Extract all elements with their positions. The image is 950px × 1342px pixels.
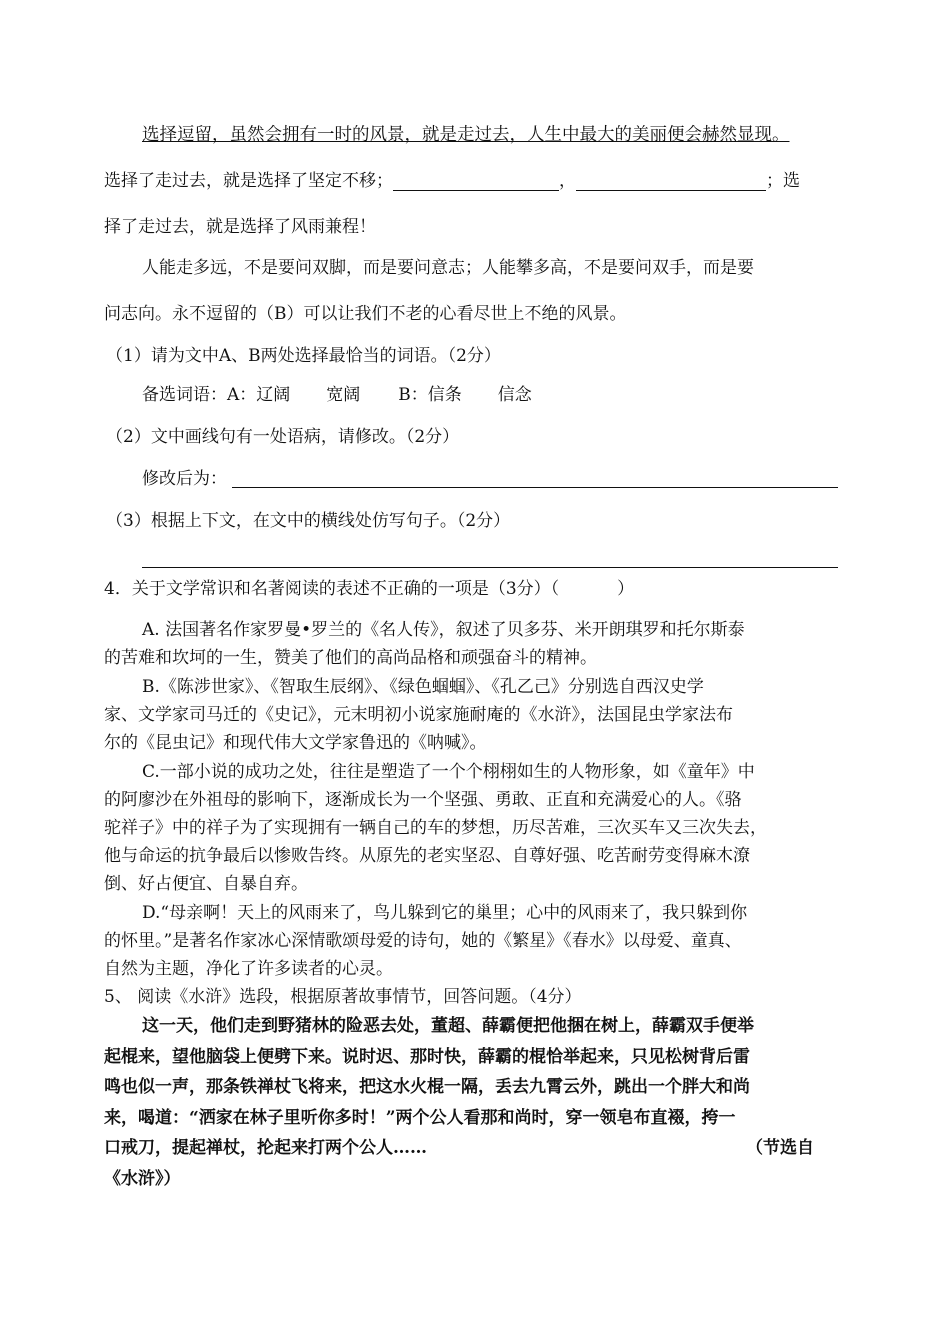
imitation-blank-2[interactable] (576, 172, 766, 191)
text-segment: ；选 (766, 171, 800, 191)
imitation-blank-1[interactable] (393, 172, 559, 191)
option-a2: 宽阔 (326, 385, 361, 405)
excerpt-source: （节选自 (746, 1138, 814, 1158)
bracket-close: ） (617, 579, 635, 599)
excerpt-line: 鸣也似一声，那条铁禅杖飞将来，把这水火棍一隔，丢去九霄云外，跳出一个胖大和尚 (104, 1077, 750, 1097)
paragraph-line: 择了走过去，就是选择了风雨兼程！ (104, 217, 376, 237)
option-c-line: 的阿廖沙在外祖母的影响下，逐渐成长为一个坚强、勇敢、正直和充满爱心的人。《骆 (104, 790, 742, 810)
question-4-text: 4．关于文学常识和名著阅读的表述不正确的一项是（3分）（ (104, 579, 560, 599)
option-a-line: A. 法国著名作家罗曼•罗兰的《名人传》，叙述了贝多芬、米开朗琪罗和托尔斯泰 (142, 620, 745, 640)
option-a1: 备选词语：A：辽阔 (142, 385, 291, 405)
option-c-line: C.一部小说的成功之处，往往是塑造了一个个栩栩如生的人物形象，如《童年》中 (142, 762, 755, 782)
sub-question-2: （2）文中画线句有一处语病，请修改。（2分） (106, 427, 460, 447)
option-b1: B：信条 (398, 385, 462, 405)
revise-label: 修改后为： (142, 469, 227, 489)
answer-bracket-blank[interactable] (559, 581, 617, 599)
revise-answer-line[interactable] (232, 487, 838, 488)
paragraph-line (104, 171, 800, 191)
option-c-line: 驼祥子》中的祥子为了实现拥有一辆自己的车的梦想，历尽苦难，三次买车又三次失去， (104, 818, 767, 838)
option-d-line: D.“母亲啊！天上的风雨来了，鸟儿躲到它的巢里；心中的风雨来了，我只躲到你 (142, 903, 748, 923)
paragraph-line: 人能走多远，不是要问双脚，而是要问意志；人能攀多高，不是要问双手，而是要 (142, 258, 754, 278)
option-c-line: 他与命运的抗争最后以惨败告终。从原先的老实坚忍、自尊好强、吃苦耐劳变得麻木潦 (104, 846, 750, 866)
word-options (142, 385, 532, 405)
text-segment: 选择了走过去，就是选择了坚定不移； (104, 171, 393, 191)
option-b-line: 尔的《昆虫记》和现代伟大文学家鲁迅的《呐喊》。 (104, 733, 487, 753)
option-a-line: 的苦难和坎坷的一生，赞美了他们的高尚品格和顽强奋斗的精神。 (104, 648, 597, 668)
excerpt-line: 这一天，他们走到野猪林的险恶去处，董超、薛霸便把他捆在树上，薛霸双手便举 (142, 1016, 754, 1036)
sub-question-3: （3）根据上下文，在文中的横线处仿写句子。（2分） (106, 511, 511, 531)
text-segment: ， (559, 171, 576, 191)
question-5-stem: 5、 阅读《水浒》选段，根据原著故事情节，回答问题。（4分） (104, 987, 582, 1007)
sub-question-1: （1）请为文中A、B两处选择最恰当的词语。（2分） (106, 346, 501, 366)
question-4-stem (104, 579, 634, 599)
option-b-line: B.《陈涉世家》、《智取生辰纲》、《绿色蝈蝈》、《孔乙己》分别选自西汉史学 (142, 677, 704, 697)
option-c-line: 倒、好占便宜、自暴自弃。 (104, 874, 308, 894)
underlined-sentence: 选择逗留，虽然会拥有一时的风景，就是走过去，人生中最大的美丽便会赫然显现。 (142, 125, 790, 145)
option-d-line: 的怀里。”是著名作家冰心深情歌颂母爱的诗句，她的《繁星》《春水》以母爱、童真、 (104, 931, 742, 951)
excerpt-source: 《水浒》） (104, 1169, 181, 1189)
option-b2: 信念 (497, 385, 532, 405)
excerpt-line: 来，喝道：“洒家在林子里听你多时！”两个公人看那和尚时，穿一领皂布直裰，挎一 (104, 1108, 736, 1128)
option-d-line: 自然为主题，净化了许多读者的心灵。 (104, 959, 393, 979)
option-b-line: 家、文学家司马迁的《史记》，元末明初小说家施耐庵的《水浒》，法国昆虫学家法布 (104, 705, 733, 725)
paragraph-line: 问志向。永不逗留的（B）可以让我们不老的心看尽世上不绝的风景。 (104, 304, 627, 324)
excerpt-line: 起棍来，望他脑袋上便劈下来。说时迟、那时快，薛霸的棍恰举起来，只见松树背后雷 (104, 1047, 750, 1067)
imitation-answer-line[interactable] (142, 567, 838, 568)
excerpt-line: 口戒刀，提起禅杖，抡起来打两个公人…… (104, 1138, 427, 1158)
